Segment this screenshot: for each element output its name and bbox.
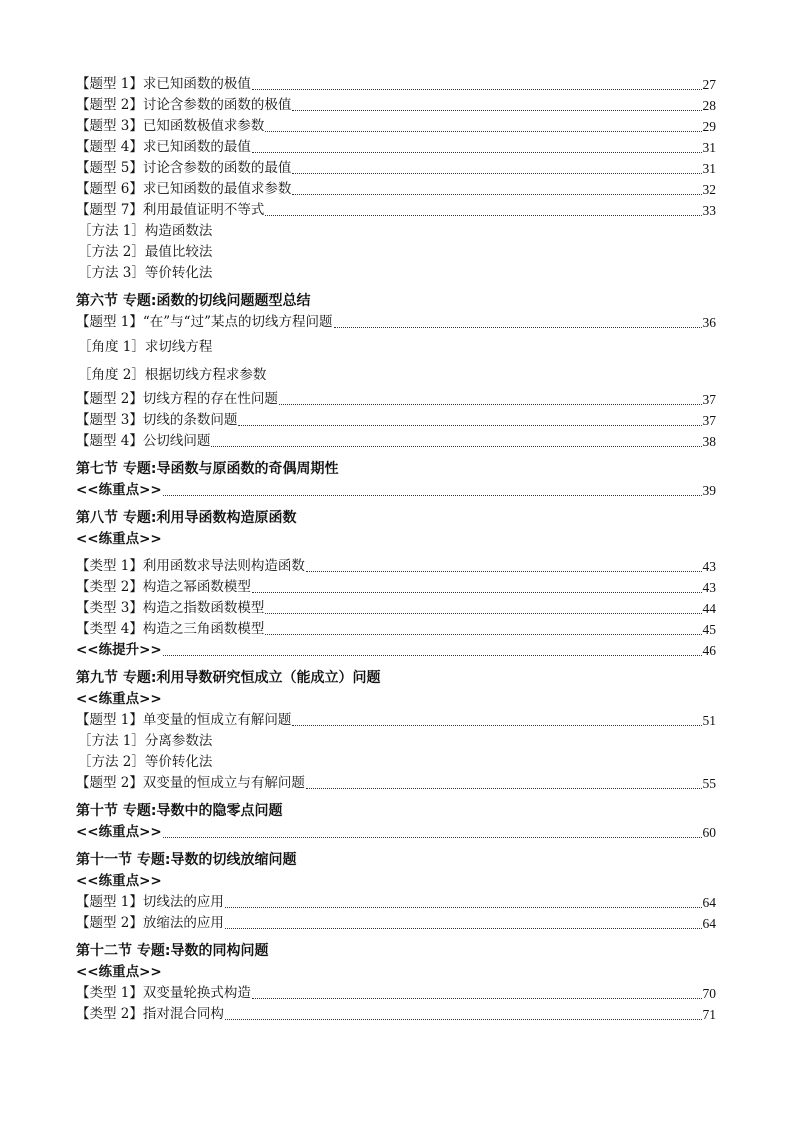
toc-entry-label: 【题型 2】讨论含参数的函数的极值 [76,97,292,113]
toc-entry-label: 【题型 7】利用最值证明不等式 [76,202,265,218]
toc-entry-label: 【类型 3】构造之指数函数模型 [76,600,265,616]
toc-entry-label: 【题型 2】切线方程的存在性问题 [76,391,278,407]
dot-leader [292,172,701,174]
toc-subitem-label: ［角度 1］求切线方程 [78,339,213,355]
practice-label: <<练重点>> [76,873,162,889]
dot-leader [265,612,701,614]
toc-entry-label: 【类型 4】构造之三角函数模型 [76,621,265,637]
toc-page-number: 31 [702,161,716,176]
dot-leader [163,654,702,656]
toc-entry[interactable] [76,822,716,843]
toc-page-number: 36 [702,315,716,330]
dot-leader [252,88,702,90]
dot-leader [265,214,701,216]
toc-page-number: 39 [702,483,716,498]
dot-leader [225,906,702,908]
dot-leader [265,633,701,635]
toc-subitem-label: ［方法 2］最值比较法 [78,244,213,260]
toc-page-number: 60 [702,825,716,840]
toc-entry-label: 【类型 1】双变量轮换式构造 [76,985,251,1001]
toc-entry[interactable] [76,577,716,598]
dot-leader [306,570,702,572]
toc-page-number: 43 [702,580,716,595]
toc-entry-label: 【类型 2】指对混合同构 [76,1006,224,1022]
toc-entry[interactable] [76,598,716,619]
toc-page-number: 31 [702,140,716,155]
dot-leader [252,151,702,153]
practice-label: <<练重点>> [76,964,162,980]
toc-entry-label: 【类型 1】利用函数求导法则构造函数 [76,558,305,574]
dot-leader [265,130,701,132]
toc-entry[interactable] [76,116,716,137]
dot-leader [334,326,702,328]
toc-page-number: 46 [702,643,716,658]
toc-entry-label: 【题型 6】求已知函数的最值求参数 [76,181,292,197]
practice-label: <<练重点>> [76,531,162,547]
toc-subitem-label: ［方法 1］分离参数法 [78,733,213,749]
section-heading: 第八节 专题:利用导函数构造原函数 [76,510,297,526]
toc-entry[interactable] [76,773,716,794]
toc-subitem-label: ［方法 2］等价转化法 [78,754,213,770]
toc-subitem-label: ［角度 2］根据切线方程求参数 [78,367,267,383]
toc-page-number: 27 [702,77,716,92]
table-of-contents [76,74,716,1025]
toc-page-number: 38 [702,434,716,449]
toc-entry[interactable] [76,480,716,501]
toc-entry[interactable] [76,158,716,179]
toc-entry[interactable] [76,556,716,577]
toc-entry[interactable] [76,983,716,1004]
dot-leader [252,997,702,999]
toc-entry-label: 【题型 1】求已知函数的极值 [76,76,251,92]
toc-subitem [76,731,716,752]
toc-page-number: 44 [702,601,716,616]
section-heading: 第六节 专题:函数的切线问题题型总结 [76,293,311,309]
toc-subitem [76,752,716,773]
section-heading: 第十二节 专题:导数的同构问题 [76,943,269,959]
toc-page-number: 33 [702,203,716,218]
practice-label: <<练重点>> [76,691,162,707]
dot-leader [225,1018,702,1020]
toc-entry-label: 【题型 1】切线法的应用 [76,894,224,910]
section-heading: 第十一节 专题:导数的切线放缩问题 [76,852,297,868]
dot-leader [211,445,701,447]
dot-leader [252,591,702,593]
toc-entry[interactable] [76,95,716,116]
toc-page-number: 71 [702,1007,716,1022]
toc-entry[interactable] [76,640,716,661]
dot-leader [292,193,701,195]
dot-leader [292,724,701,726]
section-heading: 第九节 专题:利用导数研究恒成立（能成立）问题 [76,670,381,686]
toc-entry[interactable] [76,431,716,452]
toc-page-number: 64 [702,916,716,931]
section-heading: 第七节 专题:导函数与原函数的奇偶周期性 [76,461,339,477]
toc-entry-label: 【题型 1】“在”与“过”某点的切线方程问题 [76,314,333,330]
toc-entry[interactable] [76,312,716,333]
toc-page-number: 70 [702,986,716,1001]
toc-page-number: 28 [702,98,716,113]
toc-entry[interactable] [76,710,716,731]
toc-page-number: 29 [702,119,716,134]
toc-entry[interactable] [76,619,716,640]
toc-subitem [76,242,716,263]
toc-subitem [76,361,716,389]
toc-page-number: 32 [702,182,716,197]
dot-leader [238,424,701,426]
dot-leader [225,927,702,929]
dot-leader [163,836,702,838]
dot-leader [292,109,701,111]
dot-leader [279,403,702,405]
toc-entry[interactable] [76,389,716,410]
toc-entry[interactable] [76,913,716,934]
toc-page-number: 45 [702,622,716,637]
toc-entry-label: 【题型 2】双变量的恒成立与有解问题 [76,775,305,791]
toc-entry[interactable] [76,179,716,200]
toc-entry-label: <<练重点>> [76,482,162,498]
toc-entry-label: 【类型 2】构造之幂函数模型 [76,579,251,595]
toc-entry[interactable] [76,410,716,431]
toc-page-number: 51 [702,713,716,728]
toc-entry[interactable] [76,74,716,95]
toc-page-number: 43 [702,559,716,574]
toc-entry-label: 【题型 5】讨论含参数的函数的最值 [76,160,292,176]
toc-page-number: 55 [702,776,716,791]
toc-entry[interactable] [76,137,716,158]
toc-subitem-label: ［方法 1］构造函数法 [78,223,213,239]
section-heading: 第十节 专题:导数中的隐零点问题 [76,803,283,819]
toc-page-number: 64 [702,895,716,910]
toc-entry-label: <<练重点>> [76,824,162,840]
toc-entry-label: <<练提升>> [76,642,162,658]
toc-entry[interactable] [76,200,716,221]
toc-entry[interactable] [76,1004,716,1025]
dot-leader [163,494,702,496]
toc-entry-label: 【题型 4】公切线问题 [76,433,211,449]
toc-subitem [76,333,716,361]
dot-leader [306,787,702,789]
toc-entry-label: 【题型 3】已知函数极值求参数 [76,118,265,134]
toc-page-number: 37 [702,413,716,428]
toc-entry-label: 【题型 3】切线的条数问题 [76,412,238,428]
toc-entry-label: 【题型 2】放缩法的应用 [76,915,224,931]
toc-subitem [76,263,716,284]
toc-page-number: 37 [702,392,716,407]
toc-subitem [76,221,716,242]
toc-subitem-label: ［方法 3］等价转化法 [78,265,213,281]
toc-entry-label: 【题型 1】单变量的恒成立有解问题 [76,712,292,728]
toc-entry[interactable] [76,892,716,913]
toc-entry-label: 【题型 4】求已知函数的最值 [76,139,251,155]
